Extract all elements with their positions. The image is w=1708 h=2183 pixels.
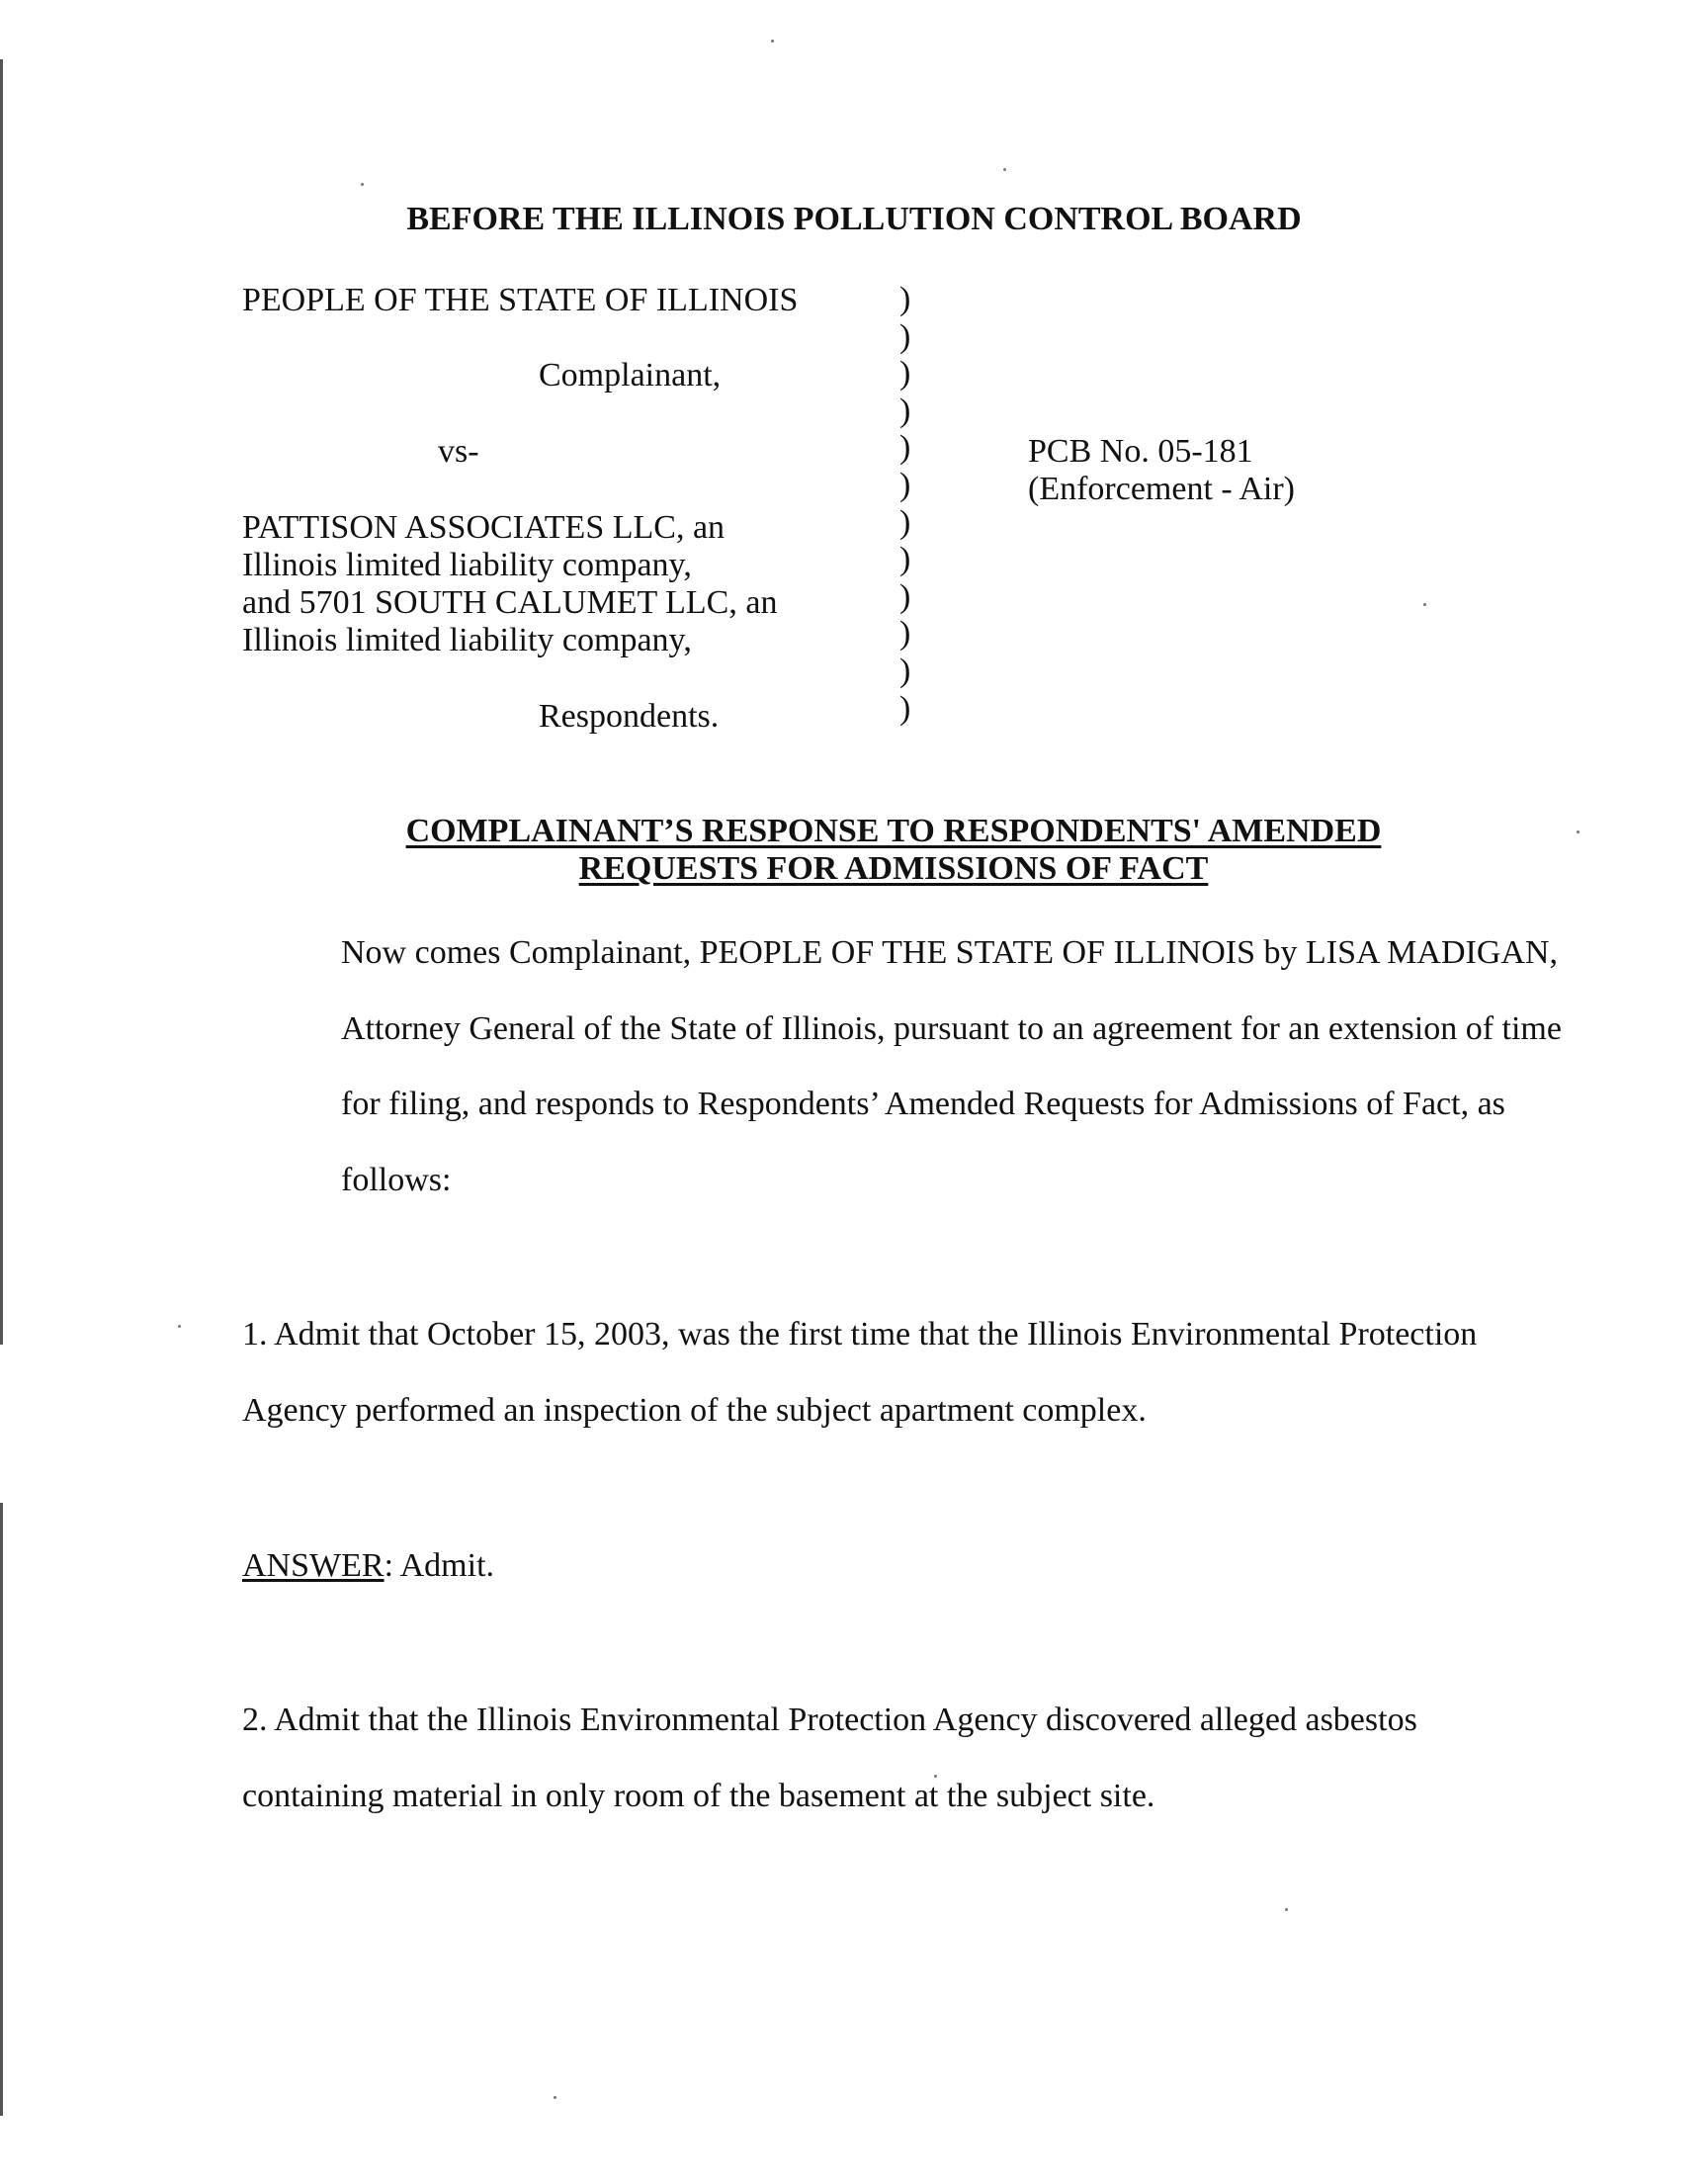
board-title: BEFORE THE ILLINOIS POLLUTION CONTROL BOARD	[406, 201, 1302, 237]
intro-paragraph: Now comes Complainant, PEOPLE OF THE STATE OF ILLINOIS by LISA MADIGAN, Attorney General of the State of Illinois, pursuant to an agreement for an extension of time for filing, and responds to Respondents’ Amended Requests for Admissions of Fact, as follows:	[341, 934, 1562, 1198]
complainant-role: Complainant,	[539, 357, 722, 393]
scan-edge-mark	[0, 59, 3, 1345]
scan-speck	[554, 2096, 556, 2099]
caption-parenthesis: )	[899, 317, 911, 355]
caption-parenthesis: )	[899, 503, 911, 541]
versus-label: vs-	[438, 433, 479, 470]
document-heading-line: REQUESTS FOR ADMISSIONS OF FACT	[578, 850, 1209, 888]
caption-parenthesis: )	[899, 577, 911, 615]
caption-parenthesis: )	[899, 541, 911, 578]
scan-speck	[178, 1325, 181, 1328]
caption-parenthesis: )	[899, 392, 911, 429]
complainant-name: PEOPLE OF THE STATE OF ILLINOIS	[242, 282, 799, 318]
caption-parenthesis: )	[899, 281, 911, 317]
caption-parenthesis: )	[899, 355, 911, 393]
caption-parenthesis: )	[899, 689, 911, 727]
case-type: (Enforcement - Air)	[1028, 471, 1295, 507]
answer-text: : Admit.	[384, 1547, 495, 1584]
respondent-line: Illinois limited liability company,	[242, 622, 692, 658]
scan-speck	[361, 183, 364, 186]
respondent-line: Illinois limited liability company,	[242, 547, 692, 583]
scan-speck	[1423, 603, 1426, 606]
answer-label: ANSWER	[242, 1547, 384, 1584]
document-heading	[0, 813, 1708, 888]
caption-parenthesis: )	[899, 652, 911, 689]
answer-paragraph	[242, 1528, 1488, 1605]
request-item: 2. Admit that the Illinois Environmental Protection Agency discovered alleged asbestos containing material in only room of the basement at the subject site.	[242, 1702, 1417, 1814]
scan-speck	[1003, 168, 1006, 171]
scan-speck	[771, 40, 774, 43]
case-number: PCB No. 05-181	[1028, 433, 1253, 470]
respondent-role: Respondents.	[539, 698, 720, 735]
scan-speck	[1285, 1908, 1288, 1911]
scan-edge-mark	[0, 1503, 3, 2116]
document-heading-line: COMPLAINANT’S RESPONSE TO RESPONDENTS' AMENDED	[405, 813, 1382, 849]
request-item: 1. Admit that October 15, 2003, was the first time that the Illinois Environmental Protection Agency performed an inspection of the subject apartment complex.	[242, 1316, 1478, 1429]
respondent-line: and 5701 SOUTH CALUMET LLC, an	[242, 584, 778, 621]
respondent-line: PATTISON ASSOCIATES LLC, an	[242, 509, 726, 546]
caption-parenthesis: )	[899, 615, 911, 653]
caption-parenthesis: )	[899, 429, 911, 467]
caption-parenthesis: )	[899, 466, 911, 503]
caption-parenthesis-column	[899, 281, 910, 727]
